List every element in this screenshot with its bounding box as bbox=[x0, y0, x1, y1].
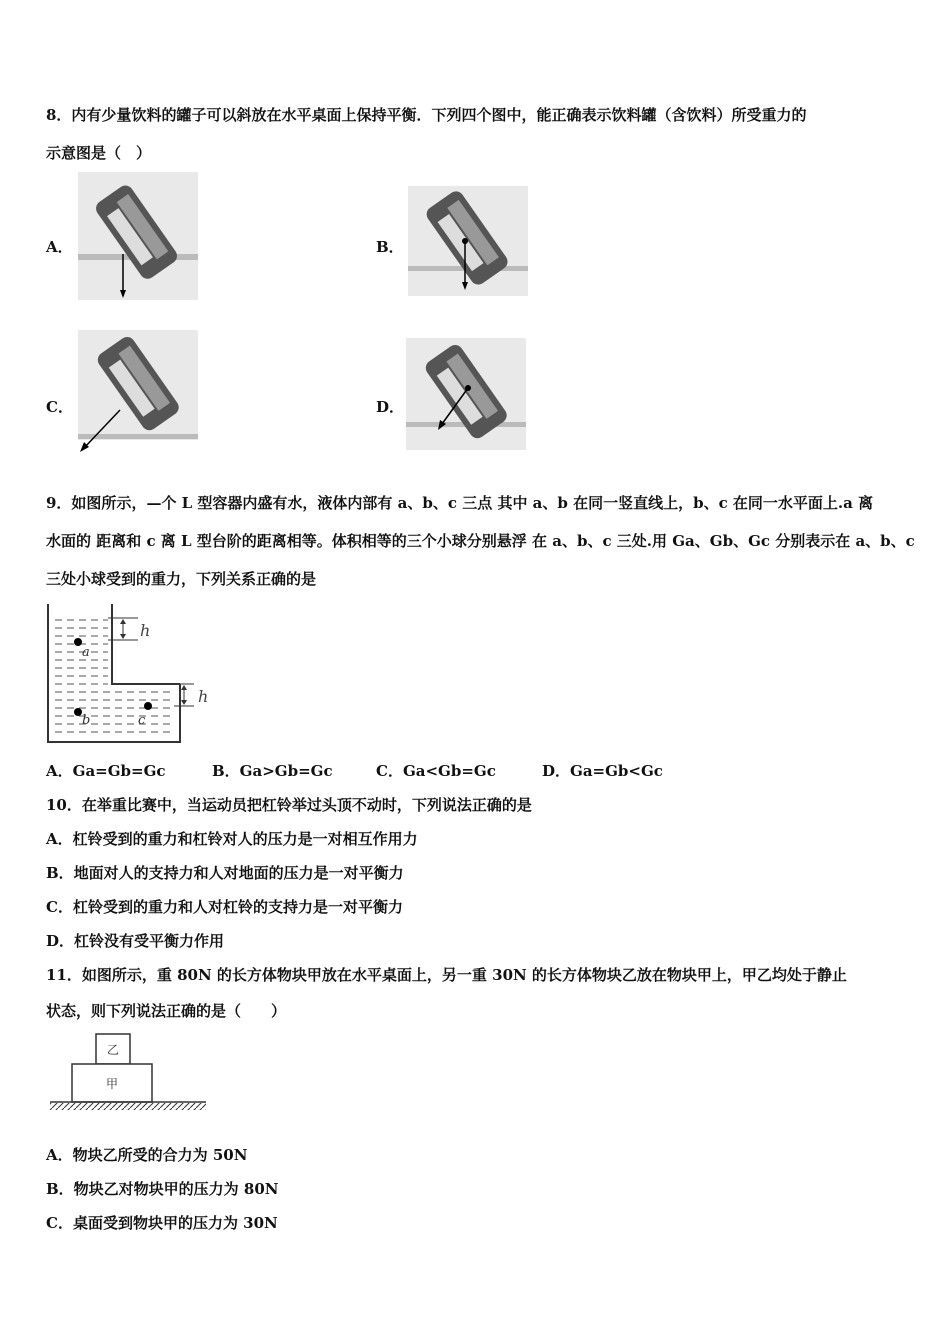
q8-option-a-label: A． bbox=[46, 238, 73, 256]
q9-option-c: C．Ga<Gb=Gc bbox=[376, 762, 496, 780]
q9-l-container-figure bbox=[42, 600, 222, 746]
q9-figure-h2-label: h bbox=[198, 687, 209, 706]
q9-stem-line1: 9．如图所示，—个 L 型容器内盛有水，液体内部有 a、b、c 三点 其中 a、b 在同一竖直线上，b、c 在同一水平面上.a 离 bbox=[46, 494, 874, 512]
q11-block-jia-label: 甲 bbox=[105, 1077, 119, 1091]
q8-option-b-label: B． bbox=[376, 238, 404, 256]
q9-option-d: D．Ga=Gb<Gc bbox=[542, 762, 663, 780]
q11-block-yi-label: 乙 bbox=[106, 1043, 120, 1057]
q11-blocks-figure bbox=[46, 1030, 210, 1116]
q9-options-row bbox=[0, 760, 950, 782]
q9-ball-b bbox=[74, 708, 82, 716]
q11-stem-line2: 状态，则下列说法正确的是（ ） bbox=[46, 1002, 287, 1020]
q9-stem-line2: 水面的 距离和 c 离 L 型台阶的距离相等。体积相等的三个小球分别悬浮 在 a、b、c 三处.用 Ga、Gb、Gc 分别表示在 a、b、c bbox=[46, 532, 915, 550]
q10-stem: 10．在举重比赛中，当运动员把杠铃举过头顶不动时，下列说法正确的是 bbox=[46, 796, 532, 814]
q9-ball-a bbox=[74, 638, 82, 646]
q9-option-b: B．Ga>Gb=Gc bbox=[212, 762, 333, 780]
q9-stem-line3: 三处小球受到的重力，下列关系正确的是 bbox=[46, 570, 317, 588]
q10-option-c: C．杠铃受到的重力和人对杠铃的支持力是一对平衡力 bbox=[46, 898, 403, 916]
q10-option-d: D．杠铃没有受平衡力作用 bbox=[46, 932, 225, 950]
q9-option-a: A．Ga=Gb=Gc bbox=[46, 762, 166, 780]
q8-stem-line2: 示意图是（ ） bbox=[46, 144, 152, 162]
q9-figure-c-label: c bbox=[138, 713, 146, 728]
q9-figure-h1-label: h bbox=[140, 621, 151, 640]
q11-stem-line1: 11．如图所示，重 80N 的长方体物块甲放在水平桌面上，另一重 30N 的长方体物块乙放在物块甲上，甲乙均处于静止 bbox=[46, 966, 847, 984]
q8-option-a-can-image bbox=[78, 172, 198, 300]
q10-option-a: A．杠铃受到的重力和杠铃对人的压力是一对相互作用力 bbox=[46, 830, 418, 848]
q8-option-c-can-image bbox=[78, 330, 200, 454]
q9-figure-a-label: a bbox=[82, 645, 90, 660]
q11-option-b: B．物块乙对物块甲的压力为 80N bbox=[46, 1180, 279, 1198]
q8-option-b-can-image bbox=[408, 186, 528, 296]
q9-ball-c bbox=[144, 702, 152, 710]
q8-option-d-can-image bbox=[406, 338, 526, 450]
q8-option-c-label: C． bbox=[46, 398, 73, 416]
q11-option-c: C．桌面受到物块甲的压力为 30N bbox=[46, 1214, 278, 1232]
q8-stem-line1: 8．内有少量饮料的罐子可以斜放在水平桌面上保持平衡．下列四个图中，能正确表示饮料罐（含饮料）所受重力的 bbox=[46, 106, 807, 124]
q9-figure-b-label: b bbox=[82, 713, 91, 728]
q10-option-b: B．地面对人的支持力和人对地面的压力是一对平衡力 bbox=[46, 864, 404, 882]
q8-option-d-label: D． bbox=[376, 398, 405, 416]
q11-option-a: A．物块乙所受的合力为 50N bbox=[46, 1146, 248, 1164]
